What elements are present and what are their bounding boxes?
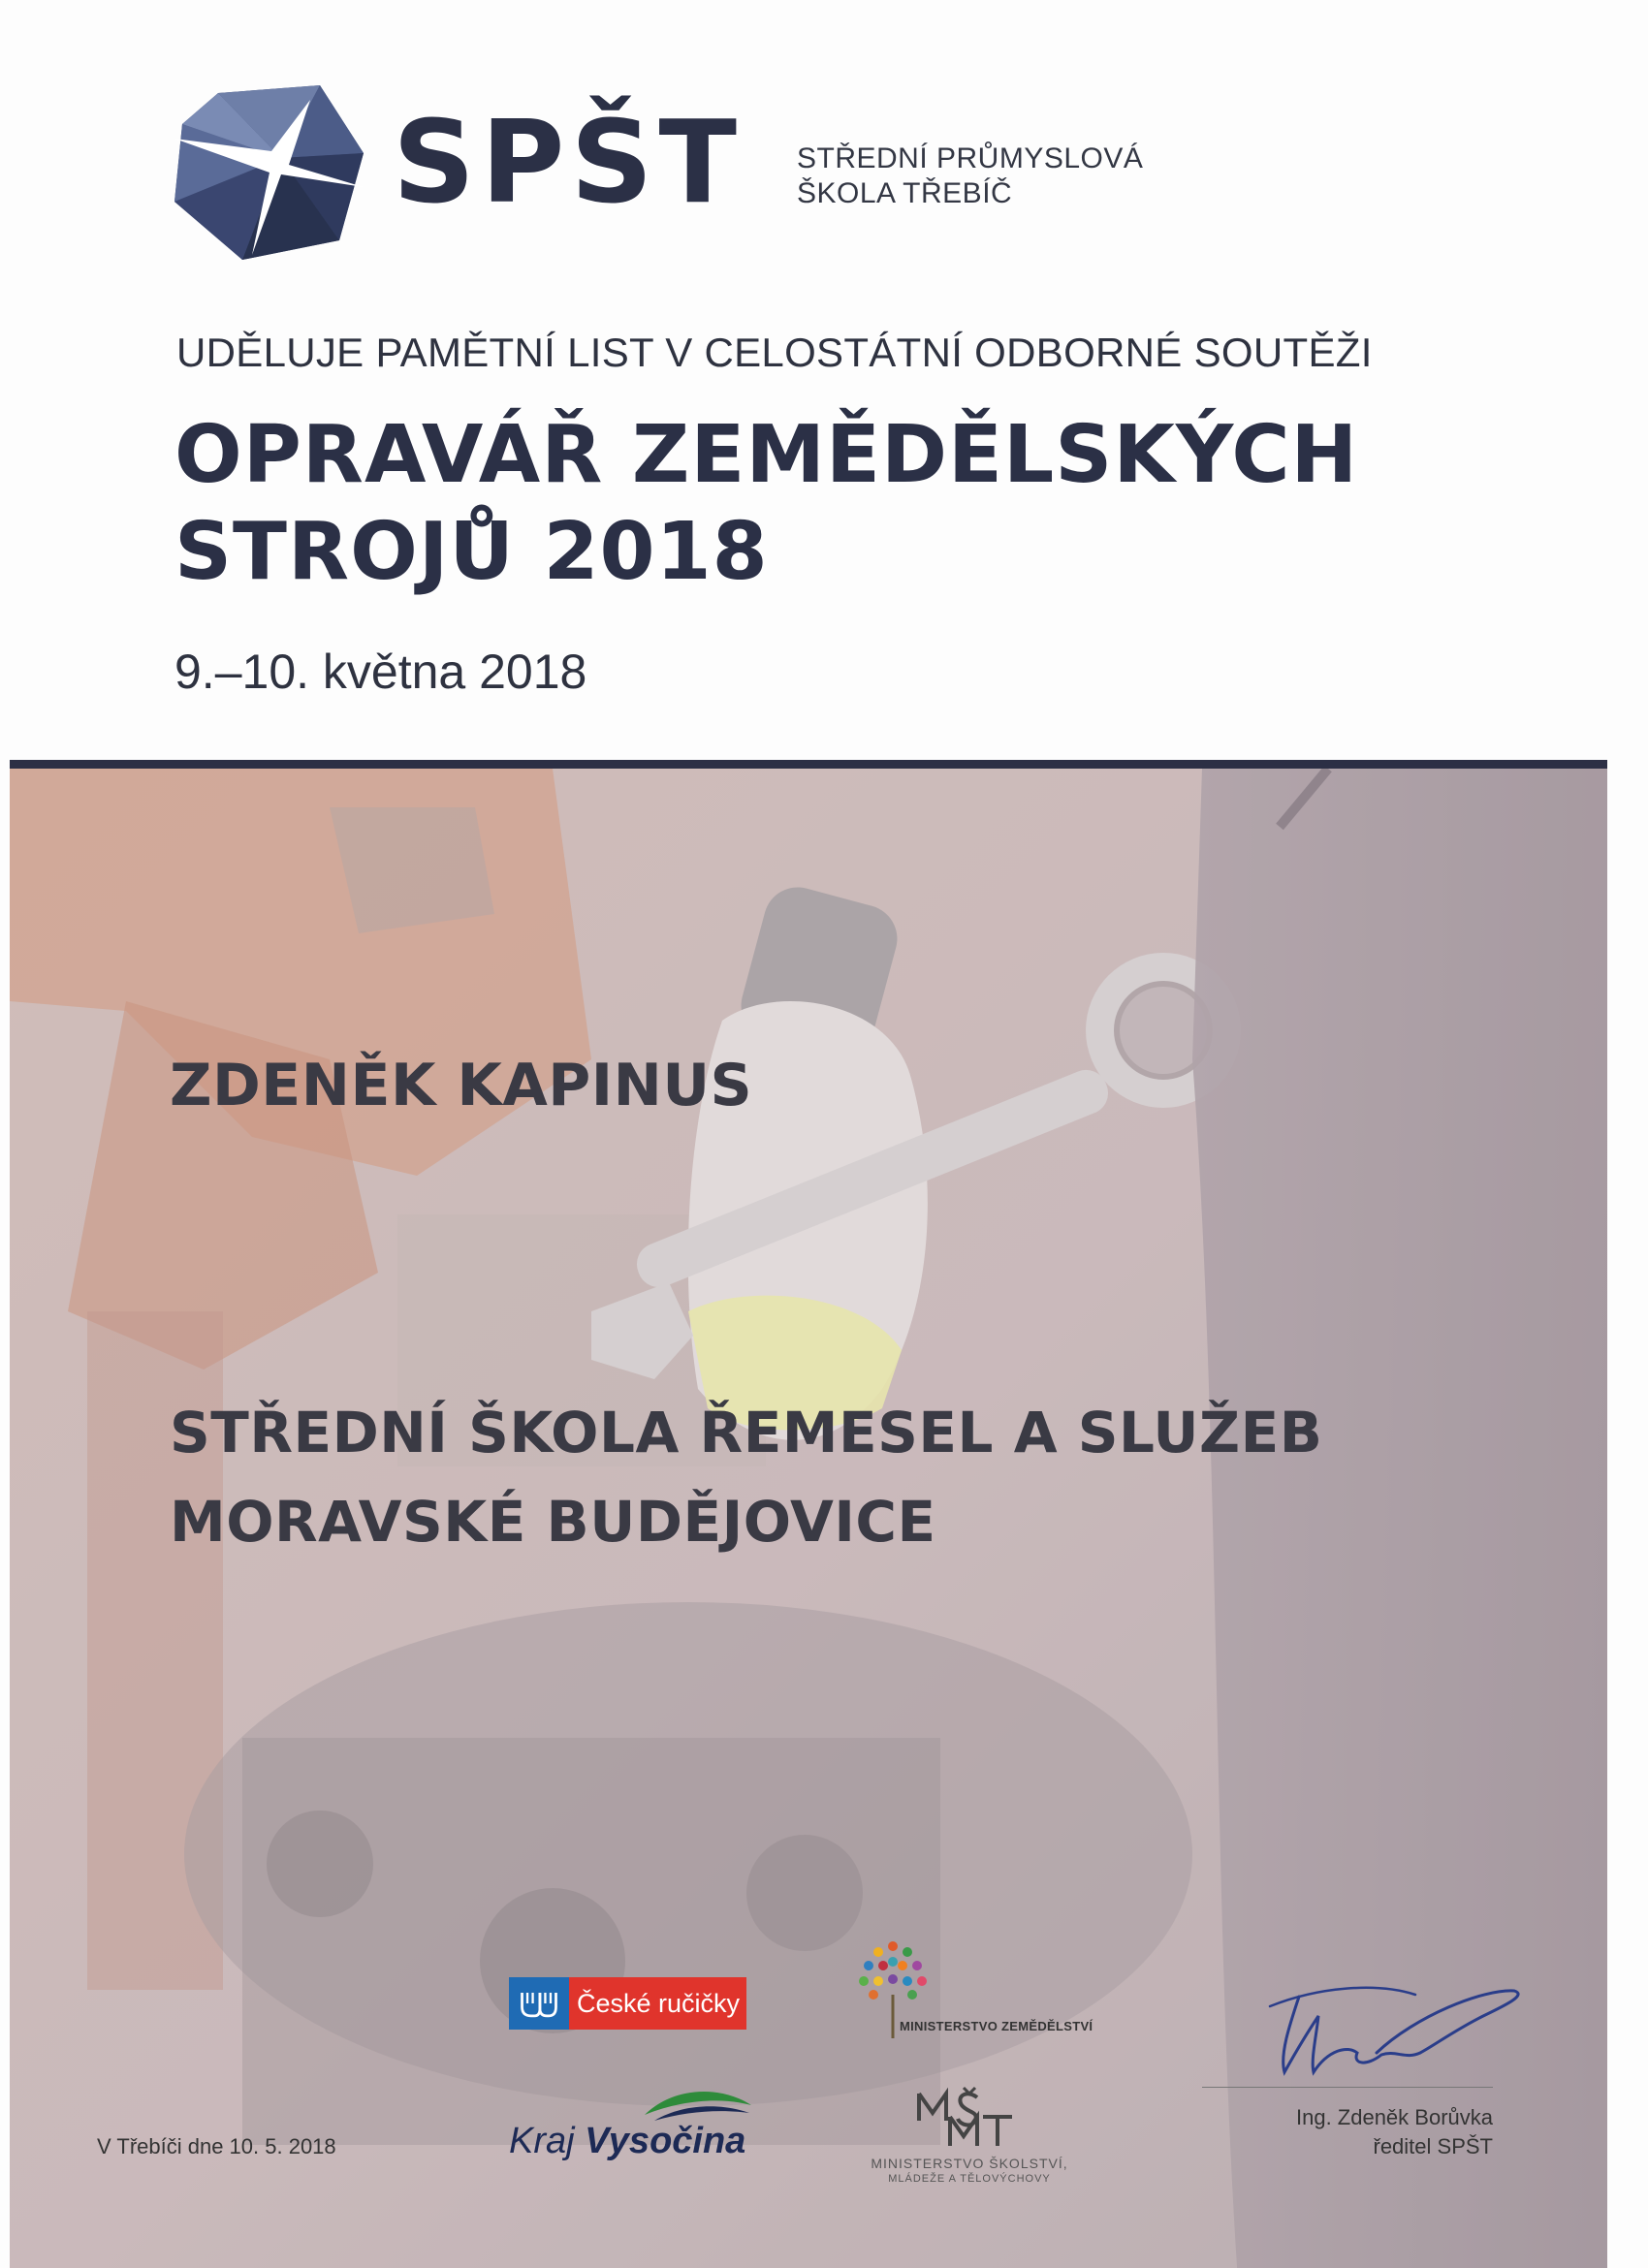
recipient-school-line1: STŘEDNÍ ŠKOLA ŘEMESEL A SLUŽEB	[170, 1400, 1323, 1465]
signatory-name: Ing. Zdeněk Borůvka	[1295, 2105, 1493, 2129]
signature-image	[1260, 1977, 1532, 2079]
hands-icon	[509, 1977, 569, 2030]
mze-label: MINISTERSTVO ZEMĚDĚLSTVÍ	[900, 2019, 1093, 2033]
contest-title-line2: STROJŮ 2018	[174, 506, 769, 598]
kraj-label-light: Kraj	[509, 2121, 575, 2161]
msmt-logo	[853, 2084, 1086, 2190]
kraj-swoosh-icon	[645, 2086, 751, 2125]
msmt-mark-icon	[911, 2084, 1018, 2152]
kraj-vysocina-logo	[509, 2086, 751, 2163]
recipient-school	[170, 1388, 1322, 1566]
recipient-school-line2: MORAVSKÉ BUDĚJOVICE	[170, 1489, 936, 1555]
award-line: UDĚLUJE PAMĚTNÍ LIST V CELOSTÁTNÍ ODBORNÉ SOUTĚŽI	[176, 330, 1373, 375]
signature-line	[1202, 2087, 1493, 2088]
spst-logo-text: SPŠT	[393, 95, 743, 229]
place-date: V Třebíči dne 10. 5. 2018	[97, 2134, 336, 2158]
school-name	[797, 142, 1143, 211]
school-name-line2: ŠKOLA TŘEBÍČ	[797, 177, 1013, 209]
kraj-label-bold: Vysočina	[585, 2121, 746, 2161]
contest-title	[174, 407, 1358, 601]
recipient-name: ZDENĚK KAPINUS	[170, 1052, 753, 1119]
signatory-role: ředitel SPŠT	[1373, 2134, 1493, 2158]
contest-date: 9.–10. května 2018	[174, 645, 587, 699]
band-top-rule	[10, 760, 1607, 769]
contest-title-line1: OPRAVÁŘ ZEMĚDĚLSKÝCH	[174, 409, 1359, 501]
ministerstvo-zemedelstvi-logo	[849, 1937, 1101, 2053]
ceske-rucicky-label: České ručičky	[569, 1977, 746, 2030]
msmt-label-line1: MINISTERSTVO ŠKOLSTVÍ,	[871, 2156, 1068, 2171]
spst-logo-icon	[174, 85, 364, 260]
ceske-rucicky-logo	[509, 1977, 746, 2030]
msmt-label-line2: MLÁDEŽE A TĚLOVÝCHOVY	[888, 2173, 1051, 2185]
school-name-line1: STŘEDNÍ PRŮMYSLOVÁ	[797, 142, 1144, 174]
